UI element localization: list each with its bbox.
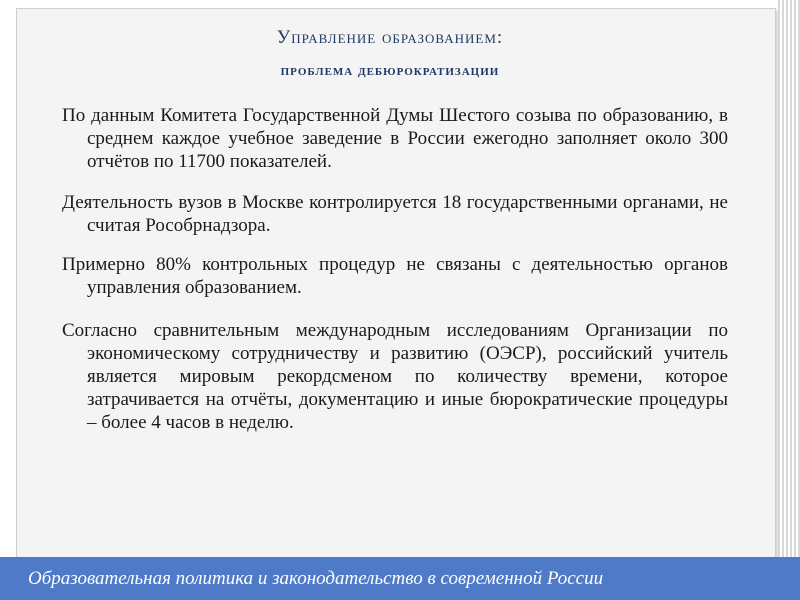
footer-text: Образовательная политика и законодательство в современной России — [28, 568, 604, 589]
paragraph-moscow-universities: Деятельность вузов в Москве контролируется 18 государственными органами, не считая Рособрнадзора. — [62, 192, 728, 236]
paragraph-reports-count: По данным Комитета Государственной Думы Шестого созыва по образованию, в среднем каждое учебное заведение в России ежегодно заполняет около 300 отчётов по 11700 показателей. — [62, 105, 728, 172]
paragraph-oecd-teacher: Согласно сравнительным международным исследованиям Организации по экономическому сотрудничеству и развитию (ОЭСР), российский учитель является мировым рекордсменом по количеству времени, которое затрачивается на отчёты, документацию и иные бюрократические процедуры – более 4 часов в неделю. — [62, 320, 728, 433]
paragraph-control-procedures: Примерно 80% контрольных процедур не связаны с деятельностью органов управления образованием. — [62, 254, 728, 298]
decorative-stripes — [778, 0, 800, 600]
footer-band — [0, 557, 800, 600]
content-list — [62, 104, 728, 452]
slide-subtitle: проблема дебюрократизации — [280, 63, 500, 79]
slide-title: Управление образованием: — [276, 27, 504, 48]
